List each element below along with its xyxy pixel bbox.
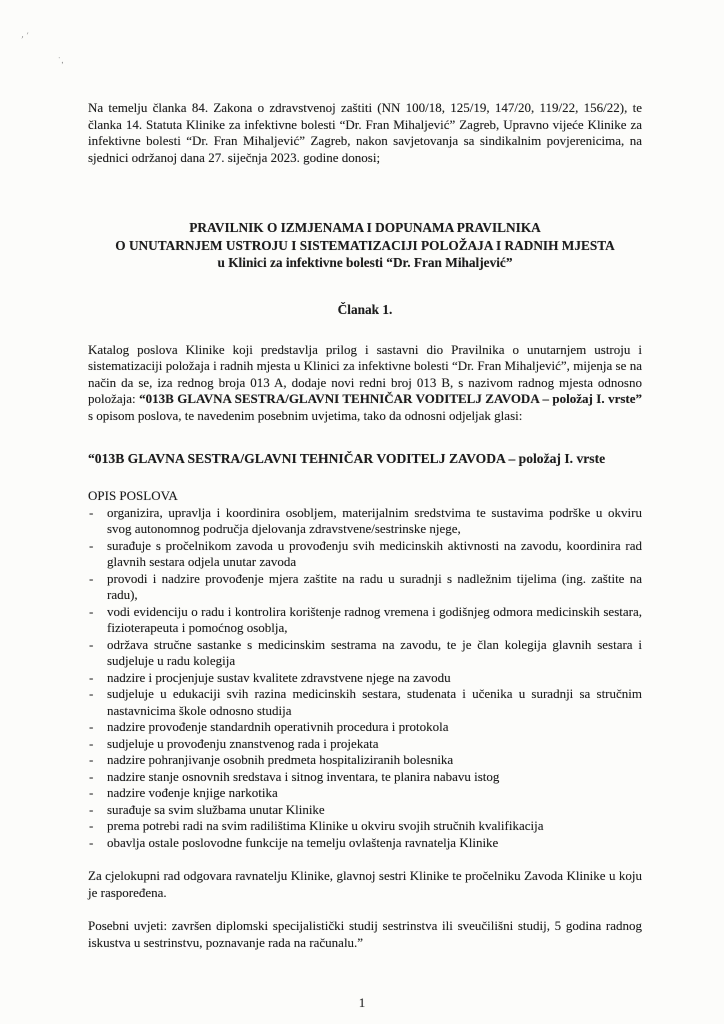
article-body-start: Katalog poslova Klinike koji predstavlja prilog i sastavni dio Pravilnika o unutarnjem ustroju i sistematizaciji položaja i radnih mjesta u Klinici za infektivne bolesti “Dr. Fran Mihaljević”, mijenja se na način da se, iza rednog broja 013 A, dodaje novi redni broj 013 B, s nazivom radnog mjesta odnosno položaja: <box>88 341 642 406</box>
duty-item: - prema potrebi radi na svim radilištima Klinike u okviru svojih stručnih kvalifikacija <box>88 818 642 835</box>
page-number: 1 <box>358 995 366 1010</box>
duty-item: - nadzire stanje osnovnih sredstava i sitnog inventara, te planira nabavu istog <box>88 769 642 786</box>
article-body-paragraph <box>88 342 642 425</box>
duty-item: - vodi evidenciju o radu i kontrolira korištenje radnog vremena i godišnjeg odmora medicinskih sestara, fizioterapeuta i pomoćnog osoblja, <box>88 604 642 637</box>
duty-item: - surađuje sa svim službama unutar Klinike <box>88 802 642 819</box>
duty-item: - sudjeluje u provođenju znanstvenog rada i projekata <box>88 736 642 753</box>
duties-section-label: OPIS POSLOVA <box>88 488 178 503</box>
article-heading: Članak 1. <box>337 301 393 317</box>
duties-list <box>88 505 642 852</box>
title-line-3: u Klinici za infektivne bolesti “Dr. Fran Mihaljević” <box>217 255 513 270</box>
duty-item: - nadzire i procjenjuje sustav kvalitete zdravstvene njege na zavodu <box>88 670 642 687</box>
duty-item: - održava stručne sastanke s medicinskim sestrama na zavodu, te je član kolegija glavnih sestara i sudjeluje u radu kolegija <box>88 637 642 670</box>
duty-item: - nadzire pohranjivanje osobnih predmeta hospitaliziranih bolesnika <box>88 752 642 769</box>
pencil-mark: ,ʹ <box>20 29 32 41</box>
duty-item: - surađuje s pročelnikom zavoda u provođenju svih medicinskih aktivnosti na zavodu, koordinira rad glavnih sestara odjela unutar zavoda <box>88 538 642 571</box>
preamble-paragraph: Na temelju članka 84. Zakona o zdravstvenoj zaštiti (NN 100/18, 125/19, 147/20, 119/22, 156/22), te članka 14. Statuta Klinike za infektivne bolesti “Dr. Fran Mihaljević” Zagreb, Upravno vijeće Klinike za infektivne bolesti “Dr. Fran Mihaljević” Zagreb, nakon savjetovanja sa sindikalnim povjerenicima, na sjednici održanoj dana 27. siječnja 2023. godine donosi; <box>88 100 642 165</box>
title-line-1: PRAVILNIK O IZMJENAMA I DOPUNAMA PRAVILNIKA <box>189 220 541 235</box>
duty-item: - nadzire provođenje standardnih operativnih procedura i protokola <box>88 719 642 736</box>
document-title <box>88 219 642 272</box>
duty-item: - nadzire vođenje knjige narkotika <box>88 785 642 802</box>
duty-item: - organizira, upravlja i koordinira osobljem, materijalnim sredstvima te sustavima podrške u okviru svog autonomnog područja djelovanja zdravstvene/sestrinske njege, <box>88 505 642 538</box>
article-body-bold: “013B GLAVNA SESTRA/GLAVNI TEHNIČAR VODITELJ ZAVODA – položaj I. vrste” <box>139 391 642 406</box>
pencil-mark: ˙, <box>57 54 64 66</box>
document-content <box>88 0 642 951</box>
article-body-end: s opisom poslova, te navedenim posebnim uvjetima, tako da odnosni odjeljak glasi: <box>88 407 523 423</box>
title-line-2: O UNUTARNJEM USTROJU I SISTEMATIZACIJI POLOŽAJA I RADNIH MJESTA <box>115 237 615 253</box>
duty-item: - obavlja ostale poslovodne funkcije na temelju ovlaštenja ravnatelja Klinike <box>88 835 642 852</box>
job-title-heading: “013B GLAVNA SESTRA/GLAVNI TEHNIČAR VODITELJ ZAVODA – položaj I. vrste <box>88 451 606 466</box>
special-conditions-paragraph: Posebni uvjeti: završen diplomski specijalistički studij sestrinstva ili sveučilišni studij, 5 godina radnog iskustva u sestrinstvu, poznavanje rada na računalu.” <box>88 918 642 950</box>
responsibility-paragraph: Za cjelokupni rad odgovara ravnatelju Klinike, glavnoj sestri Klinike te pročelniku Zavoda Klinike u koju je raspoređena. <box>88 868 642 900</box>
duty-item: - provodi i nadzire provođenje mjera zaštite na radu u suradnji s nadležnim tijelima (ing. zaštite na radu), <box>88 571 642 604</box>
duty-item: - sudjeluje u edukaciji svih razina medicinskih sestara, studenata i učenika u suradnji sa stručnim nastavnicima škole odnosno studija <box>88 686 642 719</box>
